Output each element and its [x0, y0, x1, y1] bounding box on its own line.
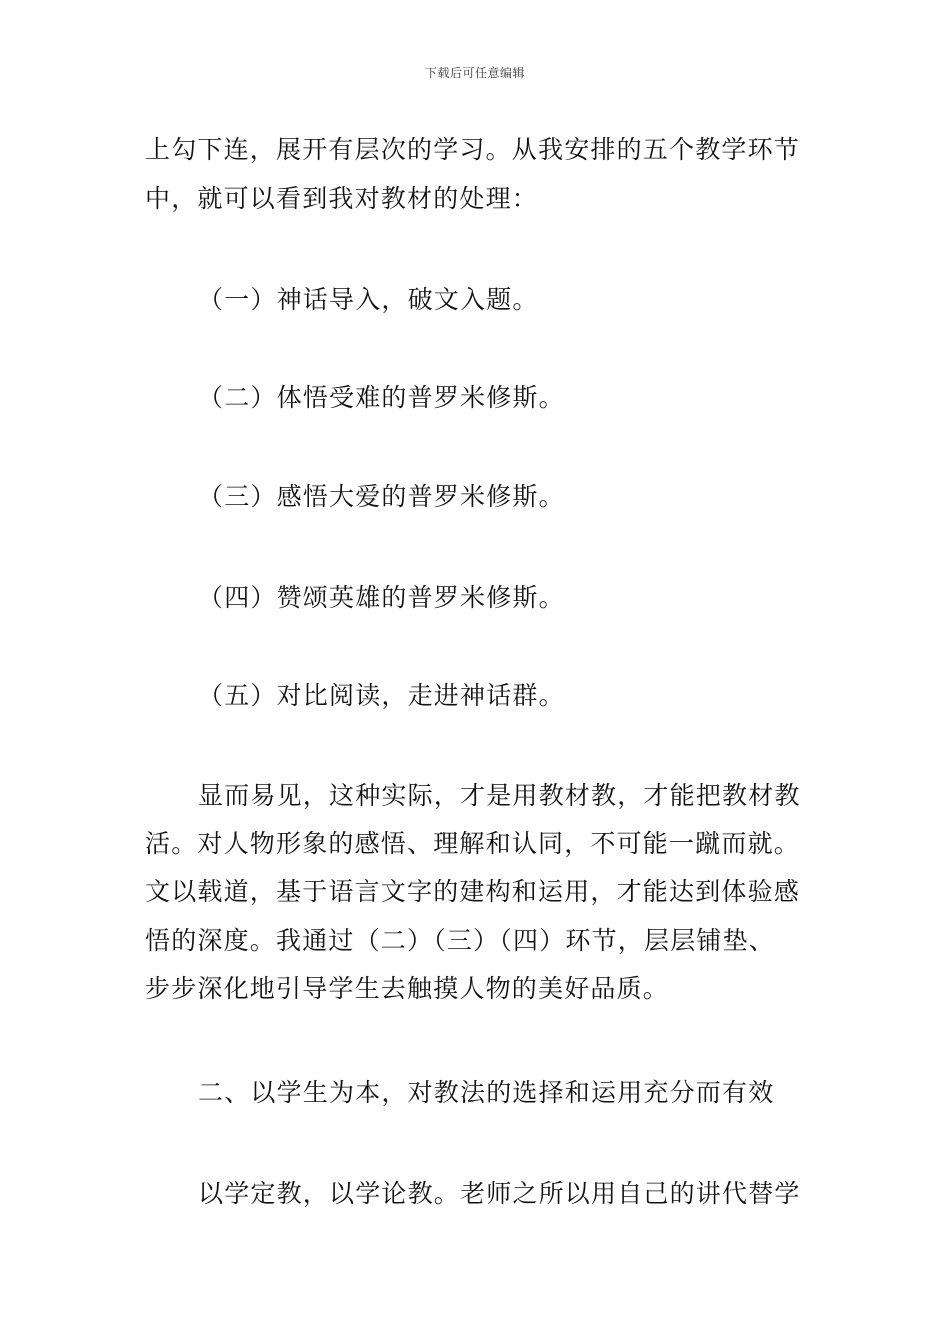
paragraph-line: 显而易见，这种实际，才是用教材教，才能把教材教	[198, 781, 801, 810]
section-heading: 二、以学生为本，对教法的选择和运用充分而有效	[198, 1078, 775, 1107]
paragraph-line: 中，就可以看到我对教材的处理：	[145, 184, 539, 213]
list-item: （四）赞颂英雄的普罗米修斯。	[198, 583, 565, 612]
paragraph-line: 文以载道，基于语言文字的建构和运用，才能达到体验感	[145, 877, 801, 906]
list-item: （三）感悟大爱的普罗米修斯。	[198, 482, 565, 511]
paragraph-line: 悟的深度。我通过（二）（三）（四）环节，层层铺垫、	[145, 926, 776, 955]
list-item: （二）体悟受难的普罗米修斯。	[198, 383, 565, 412]
paragraph-line: 步步深化地引导学生去触摸人物的美好品质。	[145, 974, 670, 1003]
list-item: （一）神话导入，破文入题。	[198, 285, 539, 314]
list-item: （五）对比阅读，走进神话群。	[198, 681, 565, 710]
paragraph-line: 活。对人物形象的感悟、理解和认同，不可能一蹴而就。	[145, 829, 801, 858]
page-header-note: 下载后可任意编辑	[424, 66, 525, 80]
paragraph-line: 上勾下连，展开有层次的学习。从我安排的五个教学环节	[145, 135, 801, 164]
paragraph-line: 以学定教，以学论教。老师之所以用自己的讲代替学	[198, 1179, 801, 1208]
